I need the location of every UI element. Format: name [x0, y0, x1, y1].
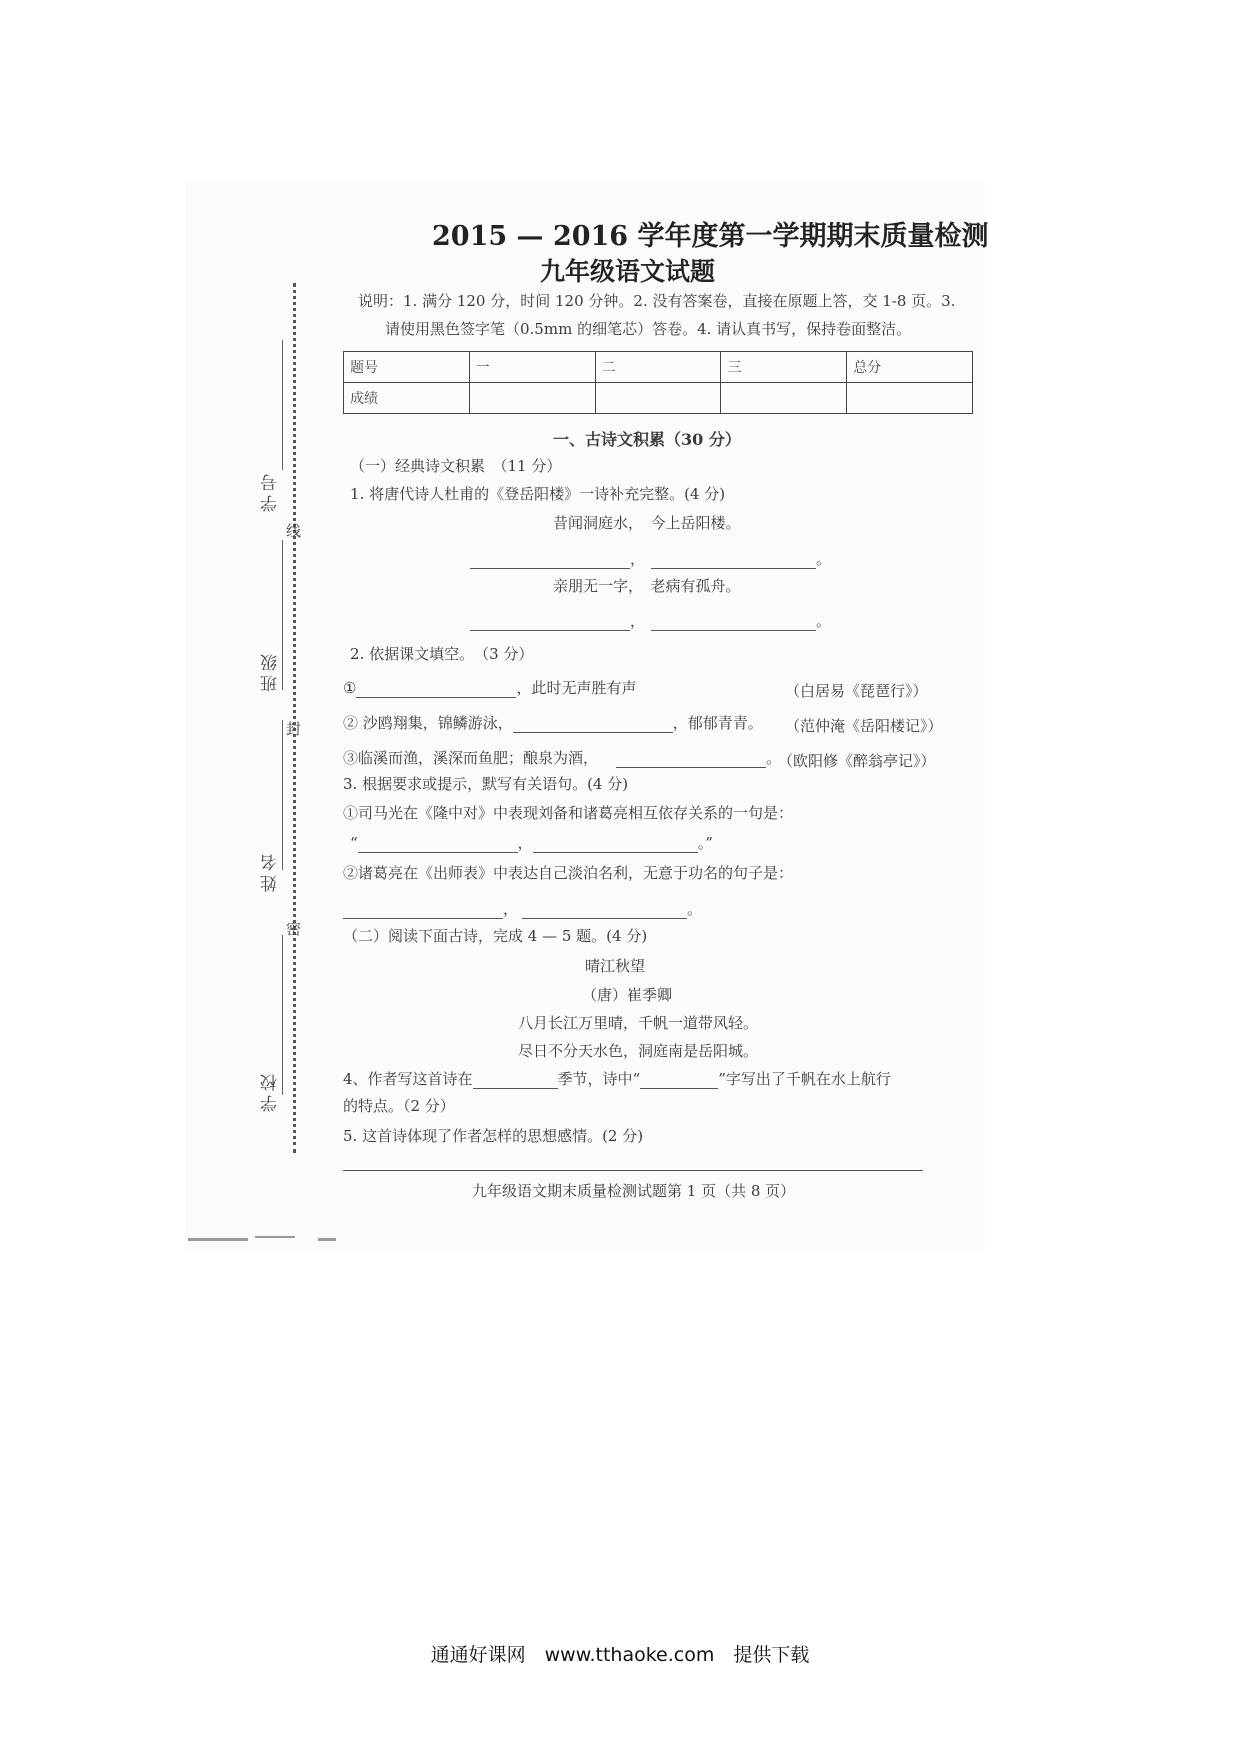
- q2-a-text: ，此时无声胜有声: [516, 679, 637, 697]
- q3-blank-2[interactable]: [533, 838, 698, 853]
- q3-item-a: ①司马光在《隆中对》中表现刘备和诸葛亮相互依存关系的一句是：: [343, 804, 794, 822]
- q2-a-prefix: ①: [343, 679, 357, 697]
- q2-b-text: ② 沙鸥翔集，锦鳞游泳，: [343, 714, 513, 732]
- poem-line-1: 昔闻洞庭水， 今上岳阳楼。: [553, 514, 741, 532]
- q3-b-period: 。: [687, 900, 703, 918]
- score-input-1[interactable]: [469, 383, 595, 414]
- score-cell-2: 二: [595, 352, 721, 383]
- poem-verse-1: 八月长江万里晴，千帆一道带风轻。: [518, 1014, 759, 1032]
- download-source-watermark: 通通好课网 www.tthaoke.com 提供下载: [430, 1644, 810, 1666]
- exam-subtitle: 九年级语文试题: [540, 257, 716, 286]
- q3-blank-1[interactable]: [358, 838, 518, 853]
- q1-answer-row-1: [470, 548, 831, 569]
- scan-smudge: [318, 1238, 336, 1241]
- q4-blank-word[interactable]: [640, 1074, 718, 1089]
- seal-char-xian: 线: [286, 522, 302, 540]
- question-5: 5. 这首诗体现了作者怎样的思想感情。(2 分): [343, 1127, 644, 1145]
- score-cell-3: 三: [721, 352, 847, 383]
- binding-blank-xingming: [282, 720, 283, 870]
- score-cell-row-label: 成绩: [344, 383, 470, 414]
- question-2: 2. 依据课文填空。 （3 分）: [350, 645, 534, 663]
- part2-heading: （二）阅读下面古诗，完成 4 — 5 题。(4 分): [343, 927, 648, 945]
- question-4-line1: [343, 1068, 891, 1089]
- score-input-total[interactable]: [847, 383, 973, 414]
- score-input-2[interactable]: [595, 383, 721, 414]
- page-footer-rule: [343, 1170, 923, 1171]
- q2-blank-b[interactable]: [513, 718, 673, 733]
- score-input-3[interactable]: [721, 383, 847, 414]
- scan-smudge: [255, 1236, 295, 1238]
- q2-c-source: （欧阳修《醉翁亭记》）: [778, 752, 936, 770]
- part1-heading: （一）经典诗文积累 （11 分）: [350, 457, 562, 475]
- q3-b-comma: ，: [503, 900, 519, 918]
- question-3: 3. 根据要求或提示，默写有关语句。(4 分): [343, 775, 629, 793]
- q3-b-answer-row: [343, 898, 702, 919]
- seal-char-feng: 封: [286, 720, 302, 738]
- q2-c-suffix: 。: [766, 749, 782, 767]
- q1-blank-2[interactable]: [651, 554, 816, 569]
- q1-comma-2: ，: [630, 612, 646, 630]
- q1-period-1: 。: [816, 550, 832, 568]
- exam-title: 2015 — 2016 学年度第一学期期末质量检测: [432, 221, 989, 252]
- q1-blank-1[interactable]: [470, 554, 630, 569]
- score-table: [343, 351, 973, 414]
- poem-verse-2: 尽日不分天水色，洞庭南是岳阳城。: [518, 1042, 759, 1060]
- q3-a-close-quote: 。”: [697, 834, 713, 852]
- q3-blank-3[interactable]: [343, 904, 503, 919]
- exam-notes-line2: 请使用黑色签字笔（0.5mm 的细笔芯）答卷。4. 请认真书写，保持卷面整洁。: [385, 320, 912, 338]
- score-table-header-row: [344, 352, 973, 383]
- q1-answer-row-2: [470, 610, 831, 631]
- q2-a-source: （白居易《琵琶行》）: [785, 682, 928, 700]
- poem-line-2: 亲朋无一字， 老病有孤舟。: [553, 577, 741, 595]
- q4-text-c: ”字写出了千帆在水上航行: [718, 1070, 891, 1088]
- q4-text-a: 4、作者写这首诗在: [343, 1070, 473, 1088]
- q3-blank-4[interactable]: [522, 904, 687, 919]
- q2-blank-a[interactable]: [356, 683, 516, 698]
- q3-item-b: ②诸葛亮在《出师表》中表达自己淡泊名利，无意于功名的句子是：: [343, 864, 794, 882]
- score-cell-total: 总分: [847, 352, 973, 383]
- score-cell-1: 一: [469, 352, 595, 383]
- label-school: 学校: [261, 1070, 281, 1112]
- q1-blank-3[interactable]: [470, 616, 630, 631]
- q2-b-suffix: ，郁郁青青。: [672, 714, 763, 732]
- poem-title: 晴江秋望: [585, 957, 646, 975]
- q4-text-b: 季节，诗中“: [557, 1070, 641, 1088]
- poem-author: （唐）崔季卿: [582, 986, 673, 1004]
- question-1: 1. 将唐代诗人杜甫的《登岳阳楼》一诗补充完整。(4 分): [350, 485, 726, 503]
- score-cell-label: 题号: [344, 352, 470, 383]
- q1-comma-1: ，: [630, 550, 646, 568]
- q3-a-answer-row: [350, 832, 713, 853]
- exam-notes-line1: 说明：1. 满分 120 分，时间 120 分钟。2. 没有答案卷，直接在原题上答，交 1-8 页。3.: [358, 292, 956, 310]
- page-number-footer: 九年级语文期末质量检测试题第 1 页（共 8 页）: [472, 1182, 796, 1200]
- score-table-score-row: [344, 383, 973, 414]
- seal-char-mi: 密: [286, 920, 302, 938]
- binding-blank-xuehao: [282, 340, 283, 470]
- q2-item-b: [343, 712, 763, 733]
- label-student-id: 学号: [261, 470, 281, 512]
- section1-heading: 一、古诗文积累（30 分）: [553, 430, 741, 449]
- label-name: 姓名: [261, 850, 281, 892]
- question-4-line2: 的特点。（2 分）: [343, 1097, 455, 1115]
- scan-smudge: [188, 1238, 248, 1241]
- q3-a-comma: ，: [517, 834, 533, 852]
- q4-blank-season[interactable]: [473, 1074, 558, 1089]
- label-class: 班级: [261, 650, 281, 692]
- q2-b-source: （范仲淹《岳阳楼记》）: [785, 717, 943, 735]
- q2-c-text: ③临溪而渔，溪深而鱼肥；酿泉为酒，: [343, 749, 599, 767]
- q3-a-open-quote: “: [350, 834, 358, 852]
- q2-item-c: [343, 747, 781, 768]
- q2-blank-c[interactable]: [616, 753, 766, 768]
- q2-item-a: [343, 677, 636, 698]
- q1-blank-4[interactable]: [651, 616, 816, 631]
- q1-period-2: 。: [816, 612, 832, 630]
